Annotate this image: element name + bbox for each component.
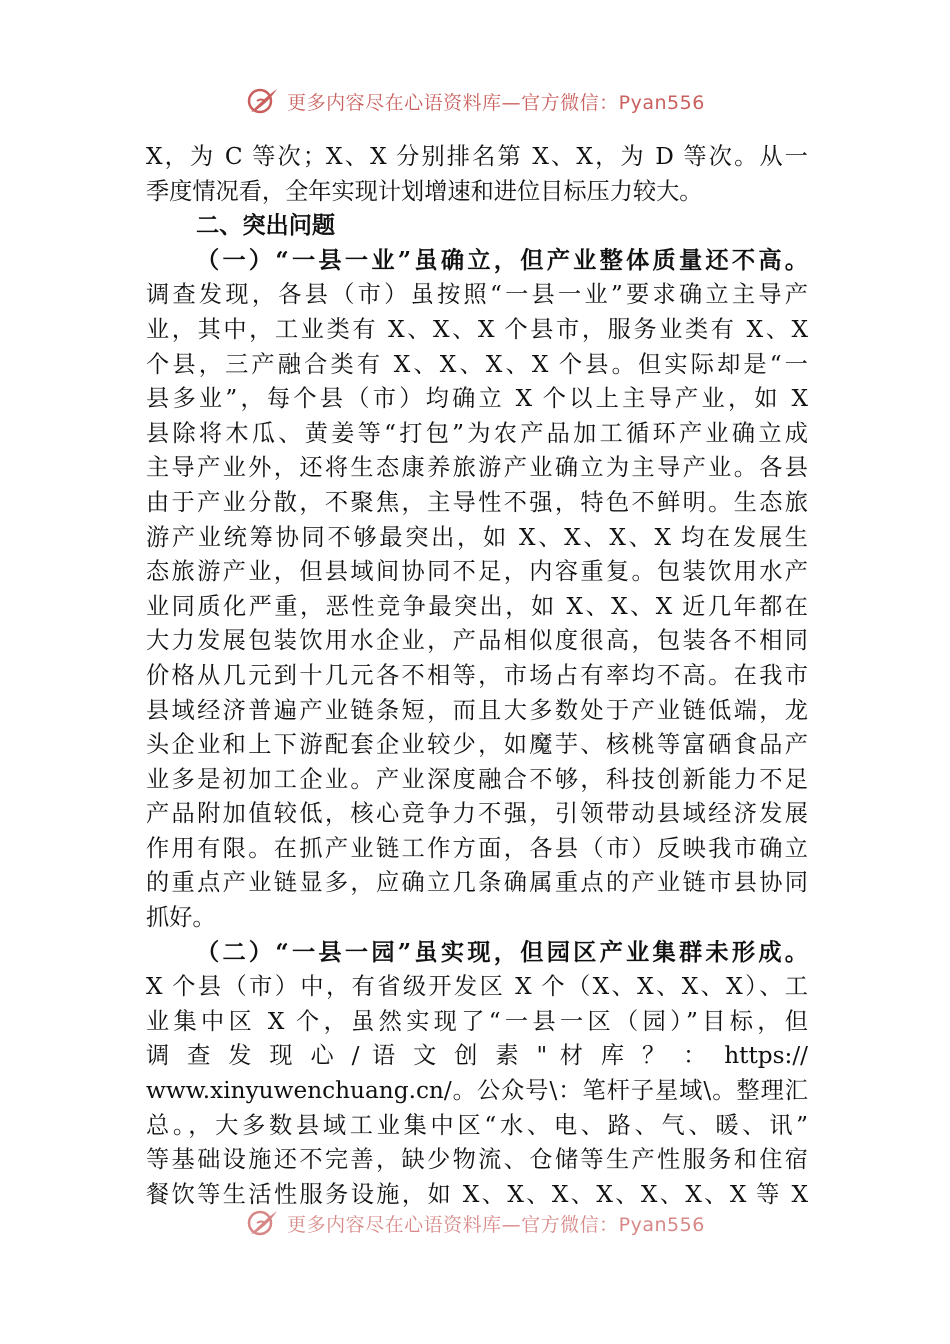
subsection-heading: （二）“一县一园”虽实现，但园区产业集群未形成。 [196,938,808,966]
text-line: 价格从几元到十几元各不相等，市场占有率均不高。在我市 [146,661,808,689]
text-line: X，为 C 等次；X、X 分别排名第 X、X，为 D 等次。从一 [146,143,808,170]
document-body [146,140,808,1212]
text-line: 业，其中，工业类有 X、X、X 个县市，服务业类有 X、X [146,315,808,343]
text-line: 业同质化严重，恶性竞争最突出，如 X、X、X 近几年都在 [146,592,808,620]
text-line: 个县，三产融合类有 X、X、X、X 个县。但实际却是“一 [146,350,808,378]
quill-pen-logo-icon [245,86,279,116]
quill-pen-logo-icon [245,1208,279,1238]
text-line: 主导产业外，还将生态康养旅游产业确立为主导产业。各县 [146,454,808,482]
text-line: 游产业统筹协同不够最突出，如 X、X、X、X 均在发展生 [146,523,808,551]
text-line: 的重点产业链显多，应确立几条确属重点的产业链市县协同 [146,869,808,897]
text-line: 产品附加值较低，核心竞争力不强，引领带动县域经济发展 [146,800,808,828]
text-line: X 个县（市）中，有省级开发区 X 个（X、X、X、X）、工 [146,973,808,1001]
watermark-header [0,86,950,116]
text-line: 作用有限。在抓产业链工作方面，各县（市）反映我市确立 [146,834,808,862]
text-line: 业集中区 X 个，虽然实现了“一县一区（园）”目标，但 [146,1007,808,1035]
text-line: 季度情况看，全年实现计划增速和进位目标压力较大。 [146,177,703,205]
text-line: 等基础设施还不完善，缺少物流、仓储等生产性服务和住宿 [146,1146,808,1174]
watermark-text: 更多内容尽在心语资料库—官方微信：Pyan556 [287,91,705,114]
watermark-text: 更多内容尽在心语资料库—官方微信：Pyan556 [287,1213,705,1236]
watermark-footer [0,1208,950,1238]
text-line: 县域经济普遍产业链条短，而且大多数处于产业链低端，龙 [146,696,808,724]
text-line: 调 查 发 现 心 / 语 文 创 素 " 材 库 ？ ： https:// [146,1042,808,1070]
text-line: 抓好。 [146,904,216,932]
text-line: 头企业和上下游配套企业较少，如魔芋、核桃等富硒食品产 [146,731,808,759]
text-line: 大力发展包装饮用水企业，产品相似度很高，包装各不相同 [146,627,808,655]
section-heading: 二、突出问题 [196,212,336,240]
text-line: 业多是初加工企业。产业深度融合不够，科技创新能力不足 [146,765,808,793]
text-line: 县多业”，每个县（市）均确立 X 个以上主导产业，如 X [146,385,808,413]
text-line: 调查发现，各县（市）虽按照“一县一业”要求确立主导产 [146,281,808,309]
subsection-heading: （一）“一县一业”虽确立，但产业整体质量还不高。 [196,246,808,274]
text-line: www.xinyuwenchuang.cn/。公众号\：笔杆子星域\。整理汇 [146,1077,808,1105]
text-line: 餐饮等生活性服务设施，如 X、X、X、X、X、X、X 等 X [146,1180,808,1208]
text-line: 总。，大多数县域工业集中区“水、电、路、气、暖、讯” [146,1111,808,1139]
text-line: 态旅游产业，但县域间协同不足，内容重复。包装饮用水产 [146,558,808,586]
text-line: 县除将木瓜、黄姜等“打包”为农产品加工循环产业确立成 [146,419,808,447]
text-line: 由于产业分散，不聚焦，主导性不强，特色不鲜明。生态旅 [146,488,808,516]
